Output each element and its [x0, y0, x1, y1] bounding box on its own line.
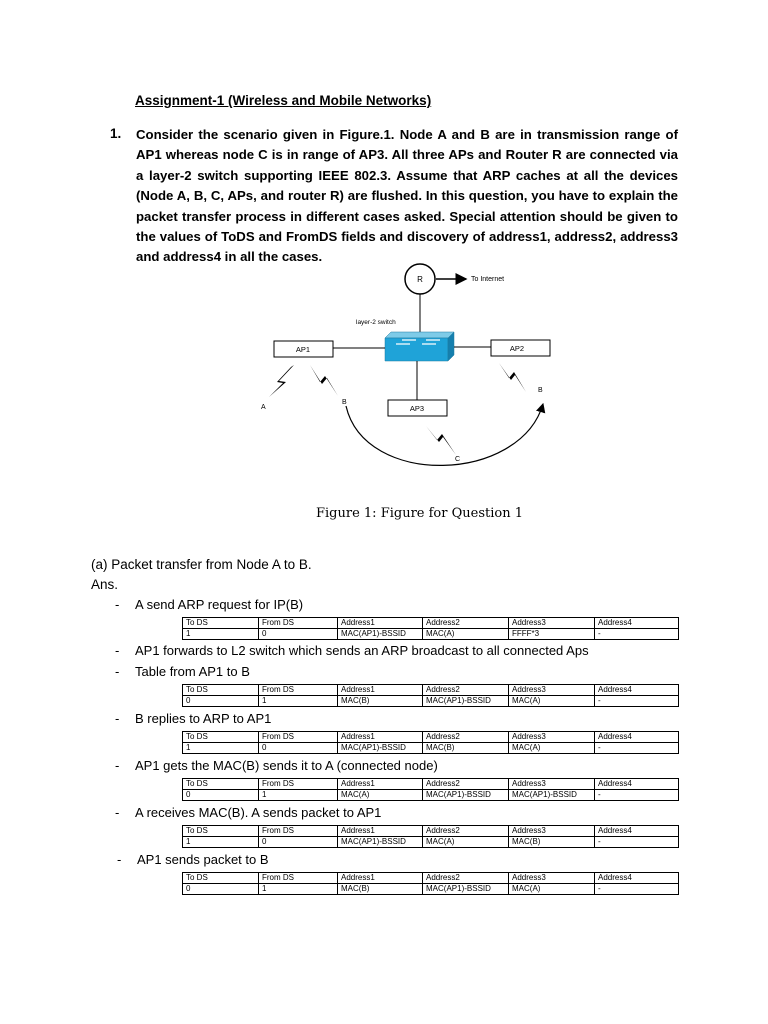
table-cell: 0 — [259, 837, 338, 848]
header-cell: Address3 — [509, 685, 595, 696]
switch-label: layer-2 switch — [356, 319, 396, 326]
assignment-heading: Assignment-1 (Wireless and Mobile Networks) — [135, 93, 432, 108]
node-a-label: A — [261, 404, 266, 411]
header-cell: Address4 — [595, 732, 679, 743]
table-cell: - — [595, 629, 679, 640]
question-text: Consider the scenario given in Figure.1. Node A and B are in transmission range of AP1 whereas node C is in range of AP3. All three APs and Router R are connected via a layer-2 switch supporting IEEE 802.3. Assume that ARP caches at all the devices (Node A, B, C, APs, and router R) are flushed. In this question, you have to explain the packet transfer process in different cases asked. Special attention should be given to the values of ToDS and FromDS fields and discovery of address1, address2, address3 and address4 in all the cases. — [136, 127, 678, 265]
part-a-title: (a) Packet transfer from Node A to B. — [91, 557, 312, 572]
header-cell: Address1 — [338, 779, 423, 790]
header-cell: Address4 — [595, 826, 679, 837]
table-cell: MAC(A) — [338, 790, 423, 801]
frame-table — [182, 872, 679, 895]
header-cell: Address3 — [509, 779, 595, 790]
answer-label: Ans. — [91, 577, 119, 592]
header-cell: Address2 — [423, 873, 509, 884]
header-cell: Address1 — [338, 618, 423, 629]
bullet-dash: - — [115, 805, 120, 820]
table-cell: MAC(A) — [423, 837, 509, 848]
header-cell: To DS — [183, 685, 259, 696]
table-row — [183, 790, 679, 801]
table-header-row — [183, 826, 679, 837]
header-cell: From DS — [259, 732, 338, 743]
table-cell: 1 — [183, 743, 259, 754]
table-header-row — [183, 685, 679, 696]
step-text: B replies to ARP to AP1 — [135, 711, 272, 726]
header-cell: Address3 — [509, 732, 595, 743]
table-cell: MAC(AP1)-BSSID — [423, 790, 509, 801]
table-header-row — [183, 618, 679, 629]
node-c-label: C — [455, 456, 461, 463]
table-cell: 0 — [259, 629, 338, 640]
table-cell: MAC(AP1)-BSSID — [423, 696, 509, 707]
table-cell: - — [595, 884, 679, 895]
header-cell: From DS — [259, 873, 338, 884]
table-row — [183, 696, 679, 707]
table-cell: 0 — [183, 884, 259, 895]
header-cell: Address2 — [423, 618, 509, 629]
table-cell: MAC(A) — [509, 696, 595, 707]
table-cell: 1 — [183, 837, 259, 848]
table-cell: MAC(AP1)-BSSID — [423, 884, 509, 895]
ap3-label: AP3 — [409, 404, 425, 413]
step-text: A receives MAC(B). A sends packet to AP1 — [135, 805, 382, 820]
table-cell: MAC(AP1)-BSSID — [338, 743, 423, 754]
table-cell: 1 — [183, 629, 259, 640]
table-cell: MAC(A) — [509, 743, 595, 754]
bullet-dash: - — [115, 711, 120, 726]
table-header-row — [183, 732, 679, 743]
table-cell: FFFF*3 — [509, 629, 595, 640]
question-number: 1. — [110, 126, 122, 141]
table-cell: MAC(B) — [338, 696, 423, 707]
header-cell: To DS — [183, 826, 259, 837]
ap2-label: AP2 — [509, 344, 525, 353]
header-cell: Address4 — [595, 685, 679, 696]
bullet-dash: - — [115, 758, 120, 773]
wireless-link-c — [426, 426, 456, 455]
table-cell: 1 — [259, 884, 338, 895]
step-text: A send ARP request for IP(B) — [135, 597, 304, 612]
table-cell: 1 — [259, 790, 338, 801]
header-cell: Address3 — [509, 826, 595, 837]
table-cell: 0 — [183, 790, 259, 801]
bullet-dash: - — [115, 643, 120, 658]
header-cell: From DS — [259, 826, 338, 837]
table-row — [183, 884, 679, 895]
table-cell: - — [595, 790, 679, 801]
header-cell: From DS — [259, 779, 338, 790]
step-text: AP1 gets the MAC(B) sends it to A (connected node) — [135, 758, 438, 773]
header-cell: Address2 — [423, 732, 509, 743]
node-b2-label: B — [538, 387, 543, 394]
step-text: AP1 forwards to L2 switch which sends an ARP broadcast to all connected Aps — [135, 643, 589, 658]
header-cell: Address2 — [423, 685, 509, 696]
header-cell: Address4 — [595, 779, 679, 790]
bullet-dash: - — [117, 852, 122, 867]
header-cell: Address4 — [595, 873, 679, 884]
table-header-row — [183, 873, 679, 884]
header-cell: Address1 — [338, 873, 423, 884]
header-cell: Address1 — [338, 685, 423, 696]
header-cell: Address1 — [338, 826, 423, 837]
frame-table — [182, 684, 679, 707]
table-cell: MAC(AP1)-BSSID — [509, 790, 595, 801]
header-cell: To DS — [183, 732, 259, 743]
table-cell: 1 — [259, 696, 338, 707]
header-cell: To DS — [183, 779, 259, 790]
bullet-dash: - — [115, 664, 120, 679]
table-cell: - — [595, 837, 679, 848]
switch-icon — [385, 332, 454, 361]
frame-table — [182, 825, 679, 848]
wireless-link-a — [269, 365, 294, 397]
router-label: R — [417, 275, 423, 284]
table-cell: 0 — [183, 696, 259, 707]
header-cell: Address1 — [338, 732, 423, 743]
table-cell: MAC(B) — [509, 837, 595, 848]
step-text: Table from AP1 to B — [135, 664, 250, 679]
table-cell: MAC(A) — [423, 629, 509, 640]
header-cell: From DS — [259, 685, 338, 696]
network-figure — [250, 258, 570, 483]
header-cell: Address4 — [595, 618, 679, 629]
wireless-link-b2 — [499, 363, 526, 392]
table-cell: MAC(A) — [509, 884, 595, 895]
table-cell: MAC(B) — [338, 884, 423, 895]
frame-table — [182, 617, 679, 640]
header-cell: Address3 — [509, 618, 595, 629]
header-cell: To DS — [183, 618, 259, 629]
internet-label: To Internet — [471, 276, 505, 283]
table-cell: 0 — [259, 743, 338, 754]
table-cell: MAC(AP1)-BSSID — [338, 837, 423, 848]
step-text: AP1 sends packet to B — [137, 852, 269, 867]
frame-table — [182, 778, 679, 801]
table-cell: - — [595, 696, 679, 707]
table-cell: MAC(B) — [423, 743, 509, 754]
table-row — [183, 743, 679, 754]
table-cell: MAC(AP1)-BSSID — [338, 629, 423, 640]
table-row — [183, 837, 679, 848]
header-cell: Address2 — [423, 826, 509, 837]
node-b-label: B — [342, 399, 347, 406]
bullet-dash: - — [115, 597, 120, 612]
header-cell: From DS — [259, 618, 338, 629]
wireless-link-b — [310, 365, 338, 396]
header-cell: Address2 — [423, 779, 509, 790]
frame-table — [182, 731, 679, 754]
table-row — [183, 629, 679, 640]
table-cell: - — [595, 743, 679, 754]
header-cell: Address3 — [509, 873, 595, 884]
ap1-label: AP1 — [295, 345, 311, 354]
table-header-row — [183, 779, 679, 790]
figure-caption: Figure 1: Figure for Question 1 — [316, 506, 523, 521]
header-cell: To DS — [183, 873, 259, 884]
